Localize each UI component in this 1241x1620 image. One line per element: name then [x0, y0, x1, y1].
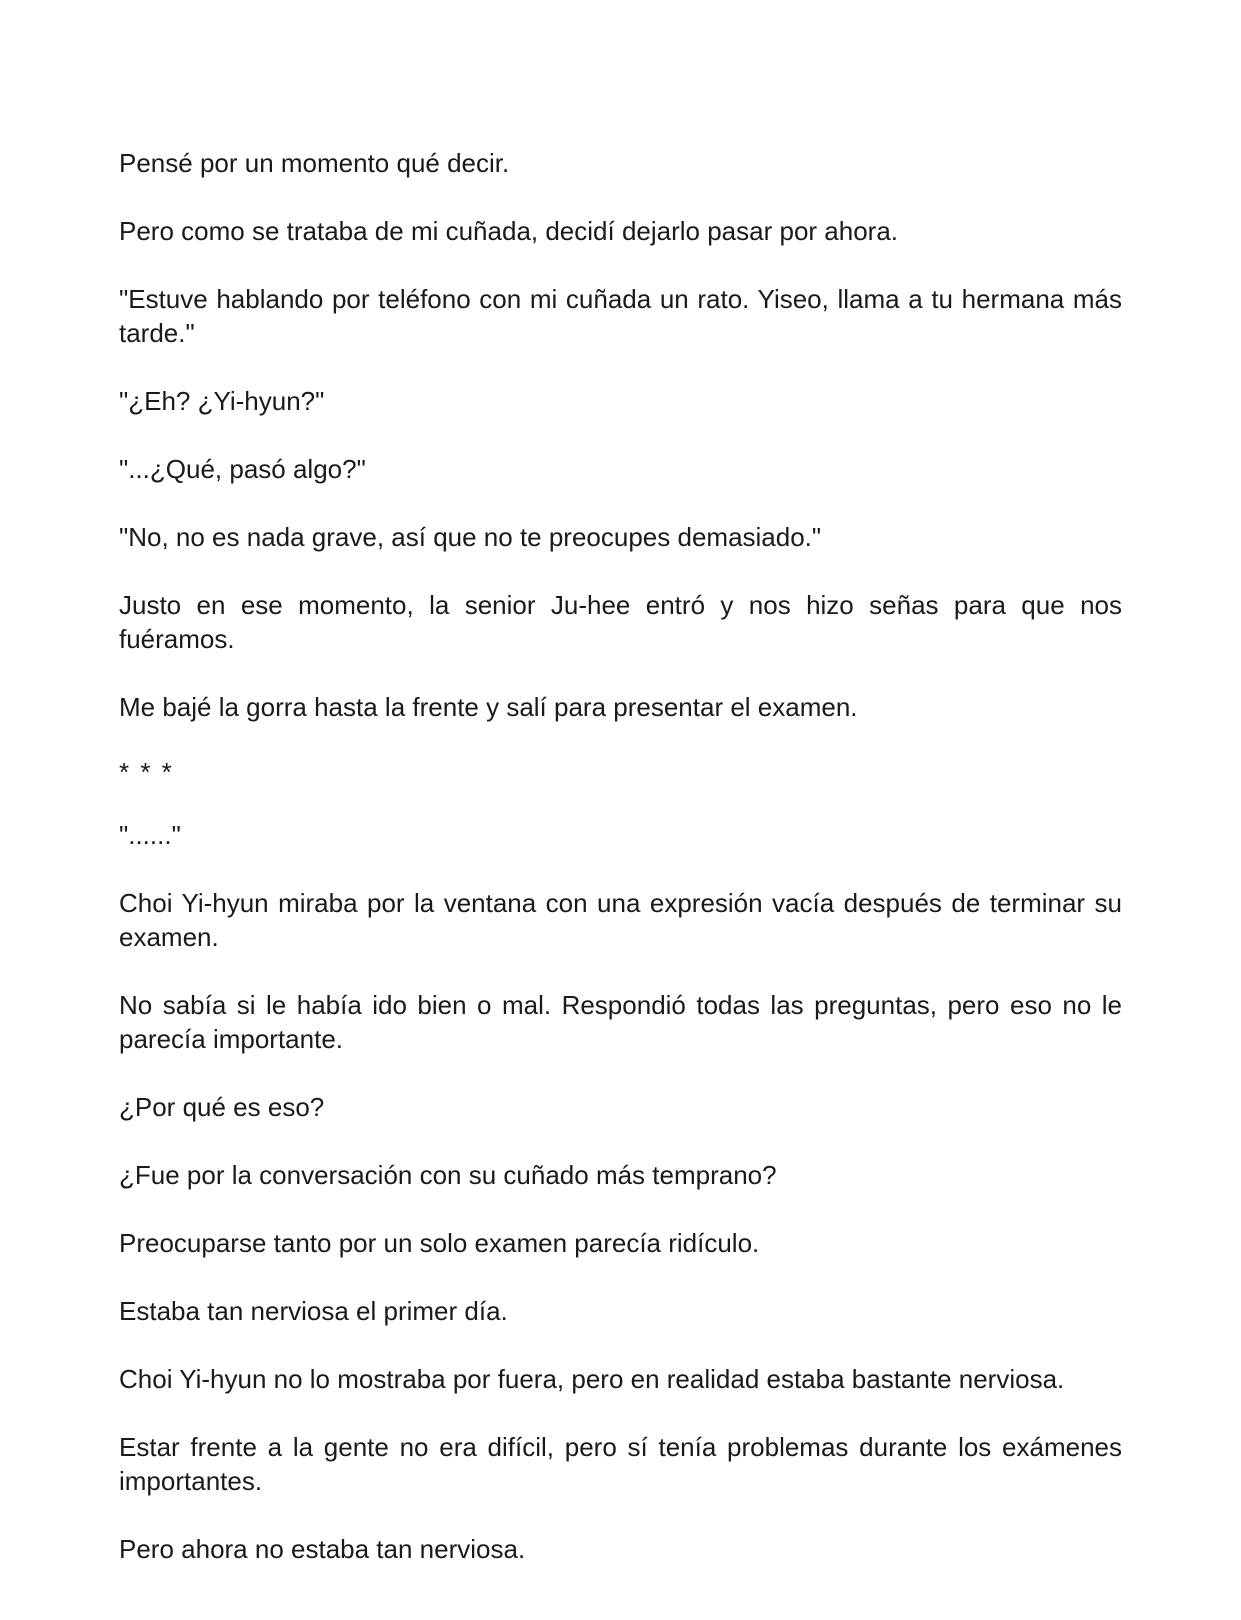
paragraph: Pero como se trataba de mi cuñada, decidí dejarlo pasar por ahora.	[119, 216, 899, 246]
document-body	[119, 146, 1122, 1566]
paragraph: Preocuparse tanto por un solo examen parecía ridículo.	[119, 1228, 760, 1258]
paragraph: Me bajé la gorra hasta la frente y salí para presentar el examen.	[119, 692, 858, 722]
paragraph: "......"	[119, 820, 181, 850]
paragraph: Pensé por un momento qué decir.	[119, 148, 510, 178]
paragraph: Estaba tan nerviosa el primer día.	[119, 1296, 508, 1326]
paragraph: Estar frente a la gente no era difícil, pero sí tenía problemas durante los exámenes importantes.	[119, 1432, 1122, 1496]
paragraph: "¿Eh? ¿Yi-hyun?"	[119, 386, 325, 416]
paragraph: ¿Fue por la conversación con su cuñado más temprano?	[119, 1160, 777, 1190]
paragraph: Choi Yi-hyun no lo mostraba por fuera, pero en realidad estaba bastante nerviosa.	[119, 1364, 1065, 1394]
paragraph: No sabía si le había ido bien o mal. Respondió todas las preguntas, pero eso no le parecía importante.	[119, 990, 1122, 1054]
paragraph: "No, no es nada grave, así que no te preocupes demasiado."	[119, 522, 822, 552]
paragraph: "Estuve hablando por teléfono con mi cuñada un rato. Yiseo, llama a tu hermana más tarde."	[119, 284, 1122, 348]
paragraph: Pero ahora no estaba tan nerviosa.	[119, 1534, 526, 1564]
scene-separator: * * *	[119, 757, 174, 787]
paragraph: "...¿Qué, pasó algo?"	[119, 454, 366, 484]
paragraph: Choi Yi-hyun miraba por la ventana con una expresión vacía después de terminar su examen.	[119, 888, 1122, 952]
paragraph: Justo en ese momento, la senior Ju-hee entró y nos hizo señas para que nos fuéramos.	[119, 590, 1122, 654]
paragraph: ¿Por qué es eso?	[119, 1092, 325, 1122]
